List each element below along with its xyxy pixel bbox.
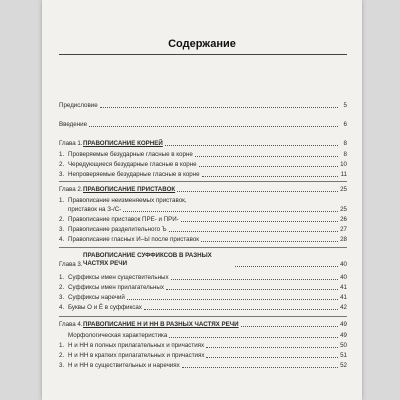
toc-item[interactable]: 3. Н и НН в существительных и наречиях 52 [59,362,347,369]
dot-leader [181,221,338,222]
toc-item[interactable]: 1. Суффиксы имен существительных 40 [59,274,347,281]
toc-item[interactable]: 1. Н и НН в полных прилагательных и причастиях 50 [59,342,347,349]
toc-item[interactable]: приставок на З-/С- 25 [68,206,347,213]
dot-leader [206,347,338,348]
toc-entry-preface[interactable]: Предисловие 5 [59,102,347,109]
toc-item[interactable]: 3. Правописание разделительного Ъ 27 [59,226,347,233]
toc-item[interactable]: 3. Непроверяемые безударные гласные в корне 11 [59,171,347,178]
toc-item[interactable]: 1. Проверяемые безударные гласные в корне 8 [59,151,347,158]
dot-leader [144,309,338,310]
toc-item[interactable]: 3. Суффиксы наречий 41 [59,294,347,301]
section-divider [59,181,347,182]
toc-item[interactable]: 4. Правописание гласных И–Ы после приставок 28 [59,236,347,243]
toc-item[interactable]: 2. Суффиксы имен прилагательных 41 [59,284,347,291]
dot-leader [169,231,338,232]
chapter-heading[interactable]: Глава 1.ПРАВОПИСАНИЕ КОРНЕЙ 8 [59,140,347,147]
dot-leader [195,156,338,157]
page-title: Содержание [168,38,236,50]
dot-leader [206,357,338,358]
dot-leader [182,367,338,368]
dot-leader [127,299,338,300]
chapter-heading[interactable]: Глава 4.ПРАВОПИСАНИЕ Н И НН В РАЗНЫХ ЧАСТЯХ РЕЧИ 49 [59,321,347,328]
dot-leader [201,241,338,242]
dot-leader [169,337,338,338]
toc-item[interactable]: 2. Чередующиеся безударные гласные в корне 10 [59,161,347,168]
section-divider [59,247,347,248]
dot-leader [171,279,338,280]
toc-item[interactable]: 1. Правописание неизменяемых приставок, [59,197,187,204]
dot-leader [123,211,338,212]
toc-item[interactable]: 2. Н и НН в кратких прилагательных и причастиях 51 [59,352,347,359]
dot-leader [235,266,338,267]
toc-item-intro[interactable]: Морфологическая характеристика 49 [68,332,347,339]
dot-leader [177,191,338,192]
book-page [42,0,362,400]
dot-leader [202,176,338,177]
dot-leader [166,289,338,290]
chapter-heading[interactable]: Глава 2.ПРАВОПИСАНИЕ ПРИСТАВОК 25 [59,186,347,193]
chapter-heading[interactable]: Глава 3.ПРАВОПИСАНИЕ СУФФИКСОВ В РАЗНЫХ ЧАСТЯХ РЕЧИ 40 [59,252,347,268]
dot-leader [100,107,338,108]
toc-entry-introduction[interactable]: Введение 6 [59,121,347,128]
toc-item[interactable]: 4. Буквы О и Ё в суффиксах 42 [59,304,347,311]
dot-leader [89,126,338,127]
dot-leader [165,145,338,146]
toc-item[interactable]: 2. Правописание приставок ПРЕ- и ПРИ- 26 [59,216,347,223]
dot-leader [199,166,338,167]
section-divider [59,316,347,317]
title-rule [59,54,347,55]
dot-leader [241,326,338,327]
